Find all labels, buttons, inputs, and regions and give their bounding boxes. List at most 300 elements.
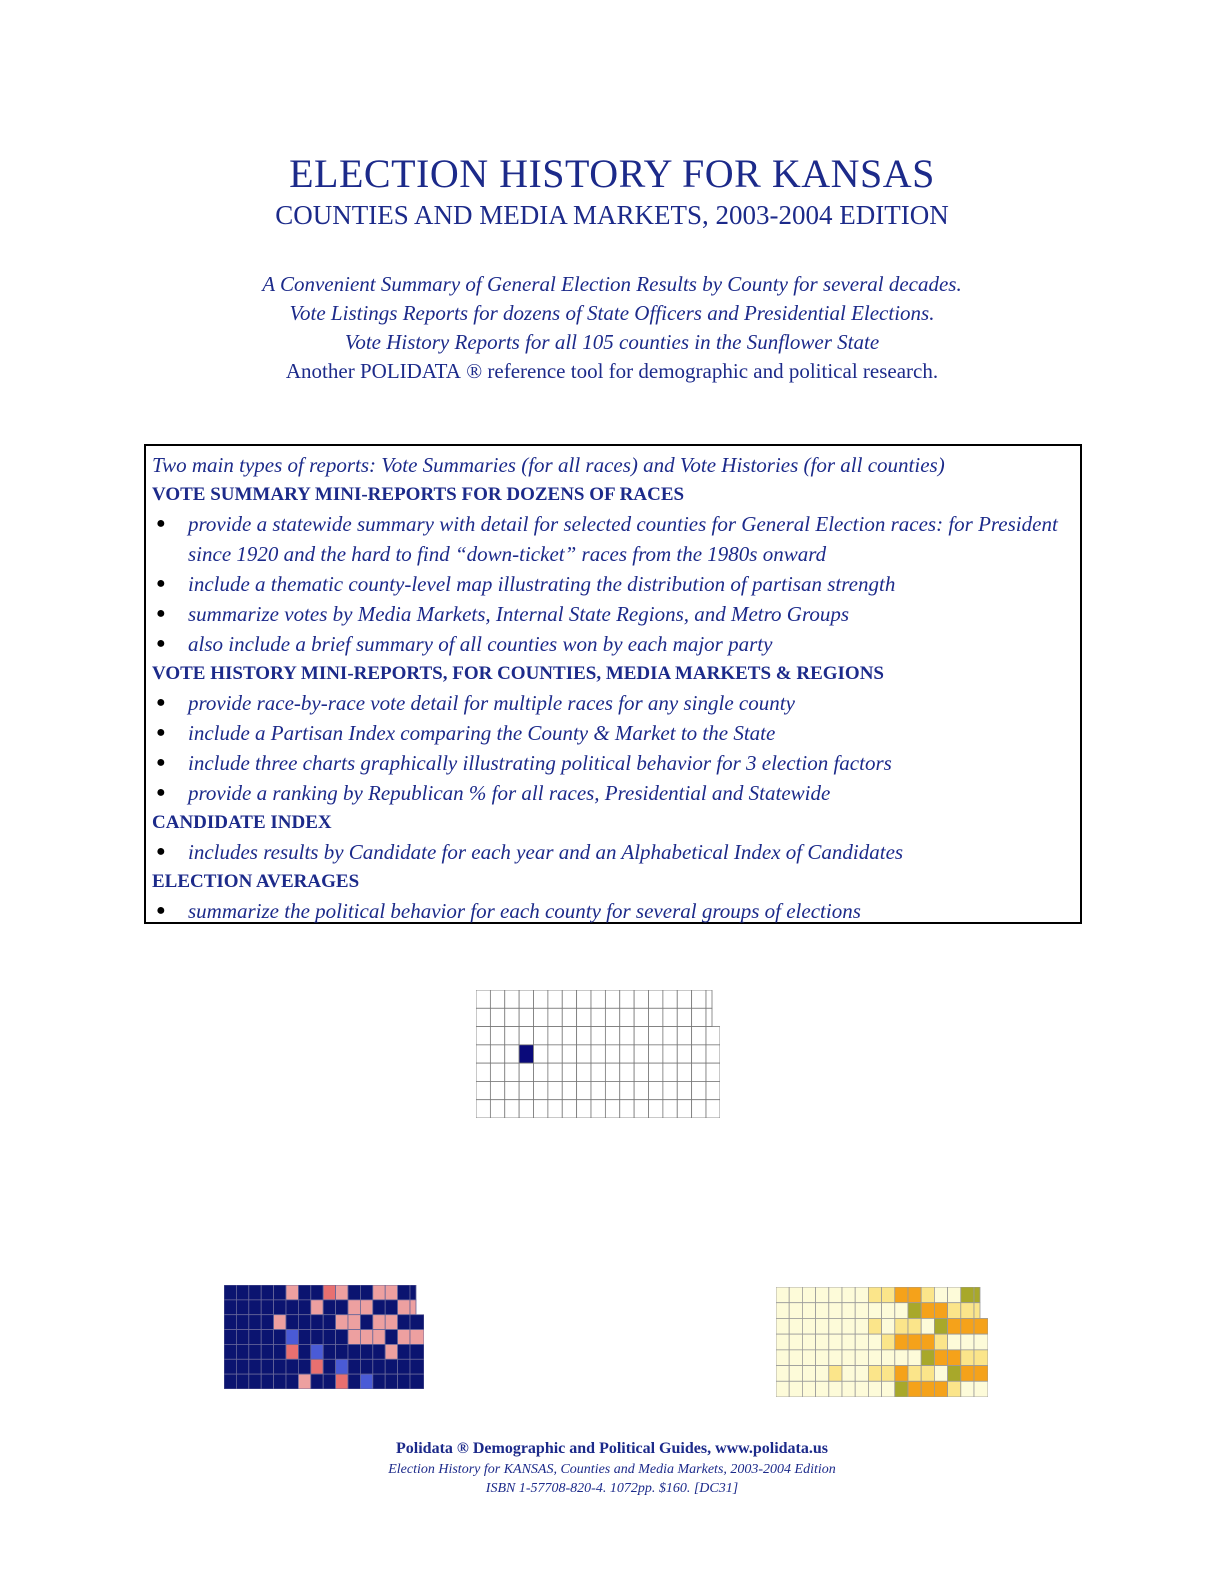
county-cell [882,1381,895,1397]
county-cell [577,1100,591,1118]
county-cell [868,1318,881,1334]
county-cell [816,1381,829,1397]
county-cell [224,1344,236,1359]
footer-publisher: Polidata ® Demographic and Political Guides, www.polidata.us [396,1440,828,1457]
county-cell [261,1344,273,1359]
county-cell [677,1063,691,1081]
county-cell [868,1350,881,1366]
county-cell [605,1081,619,1099]
county-cell [692,1063,706,1081]
section-heading: ELECTION AVERAGES [152,871,360,892]
list-item [152,629,1074,659]
county-cell [274,1344,286,1359]
county-cell [921,1350,934,1366]
county-cell [974,1303,980,1319]
county-cell [236,1285,248,1300]
county-cell [249,1285,261,1300]
county-cell [224,1330,236,1345]
county-cell [776,1366,789,1382]
county-cell [562,990,576,1008]
county-cell [249,1374,261,1389]
county-cell [373,1300,385,1315]
county-cell [490,990,504,1008]
county-cell [692,1081,706,1099]
county-cell [706,1100,720,1118]
county-cell [274,1285,286,1300]
county-cell [789,1381,802,1397]
county-cell [249,1315,261,1330]
county-cell [961,1318,974,1334]
county-cell [261,1374,273,1389]
county-cell [620,1045,634,1063]
county-cell [577,1008,591,1026]
county-cell [249,1330,261,1345]
county-cell [548,1063,562,1081]
county-cell [802,1287,815,1303]
county-cell [649,1063,663,1081]
county-cell [548,1045,562,1063]
county-cell [398,1300,410,1315]
county-cell [360,1330,372,1345]
county-cell [934,1381,947,1397]
county-cell [548,1008,562,1026]
county-cell [908,1334,921,1350]
county-cell [776,1381,789,1397]
county-cell [634,1045,648,1063]
county-cell [620,990,634,1008]
county-cell [562,1100,576,1118]
county-cell [948,1366,961,1382]
county-cell [519,1063,533,1081]
county-cell [323,1285,335,1300]
bullet-icon: ● [156,515,166,532]
county-cell [476,1008,490,1026]
county-cell [934,1318,947,1334]
county-cell [336,1315,348,1330]
county-cell [605,1063,619,1081]
county-cell [410,1330,424,1345]
county-cell [261,1359,273,1374]
county-cell [286,1285,298,1300]
county-cell [348,1315,360,1330]
county-cell [882,1287,895,1303]
county-cell [505,1027,519,1045]
county-cell [336,1374,348,1389]
county-cell [855,1287,868,1303]
kansas-locator-map [476,990,720,1118]
county-cell [505,1081,519,1099]
county-cell [706,990,712,1008]
county-cell [868,1366,881,1382]
kansas-density-map [776,1287,988,1397]
county-cell [829,1366,842,1382]
county-cell [921,1381,934,1397]
county-cell [802,1366,815,1382]
list-item [152,896,1074,926]
county-cell [336,1330,348,1345]
county-cell [908,1381,921,1397]
county-cell [476,1045,490,1063]
county-cell [961,1381,974,1397]
county-cell [410,1344,424,1359]
polidata-brand: POLIDATA [359,359,461,383]
county-cell [336,1285,348,1300]
county-cell [323,1330,335,1345]
county-cell [829,1381,842,1397]
bullet-icon: ● [156,843,166,860]
county-cell [677,1081,691,1099]
county-cell [663,1100,677,1118]
county-cell [663,1063,677,1081]
list-item-text: summarize the political behavior for each county for several groups of elections [188,899,861,923]
county-cell [298,1330,310,1345]
intro-line-4 [0,357,1224,386]
county-cell [476,990,490,1008]
county-cell [634,990,648,1008]
county-cell [974,1350,988,1366]
county-cell [605,1008,619,1026]
county-cell [895,1381,908,1397]
list-item-text: provide a ranking by Republican % for all races, Presidential and Statewide [188,781,831,805]
county-cell [490,1100,504,1118]
footer-edition: Election History for KANSAS, Counties and Media Markets, 2003-2004 Edition [388,1462,836,1477]
county-cell [476,1081,490,1099]
county-cell [360,1374,372,1389]
list-item [152,569,1074,599]
county-cell [224,1359,236,1374]
county-cell [829,1303,842,1319]
county-cell [336,1300,348,1315]
county-cell [789,1287,802,1303]
county-cell [802,1381,815,1397]
county-cell [373,1344,385,1359]
county-cell [663,990,677,1008]
county-cell [224,1374,236,1389]
county-cell [974,1381,988,1397]
bullet-icon: ● [156,575,166,592]
county-cell [360,1285,372,1300]
county-cell [534,990,548,1008]
list-item-text: provide a statewide summary with detail for selected counties for General Election races: for President since 1920 and the hard to find “down-ticket” races from the 1980s onward [188,512,1058,566]
county-cell [591,1027,605,1045]
county-cell [974,1318,988,1334]
list-item [152,837,1074,867]
county-cell [649,1027,663,1045]
list-item-text: include a thematic county-level map illustrating the distribution of partisan strength [188,572,896,596]
county-cell [776,1287,789,1303]
county-cell [934,1334,947,1350]
county-cell [802,1303,815,1319]
county-cell [868,1287,881,1303]
bullet-icon: ● [156,635,166,652]
county-cell [591,1045,605,1063]
county-cell [311,1359,323,1374]
county-cell [360,1315,372,1330]
county-cell [311,1315,323,1330]
county-cell [868,1334,881,1350]
county-cell [360,1300,372,1315]
county-cell [224,1285,236,1300]
county-cell [562,1008,576,1026]
county-cell [692,1027,706,1045]
county-cell [398,1330,410,1345]
county-cell [663,1081,677,1099]
county-cell [634,1008,648,1026]
county-cell [692,1100,706,1118]
county-cell [677,1027,691,1045]
county-cell [816,1334,829,1350]
county-cell [620,1081,634,1099]
county-cell [505,1008,519,1026]
county-cell [534,1063,548,1081]
county-cell [855,1318,868,1334]
county-cell [974,1334,988,1350]
county-cell [224,1300,236,1315]
county-cell [842,1381,855,1397]
county-cell [577,1027,591,1045]
county-cell [921,1318,934,1334]
county-cell [373,1330,385,1345]
county-cell [706,1081,720,1099]
bullet-icon: ● [156,784,166,801]
county-cell [274,1300,286,1315]
county-cell [360,1344,372,1359]
list-item [152,509,1074,569]
county-cell [490,1027,504,1045]
county-cell [298,1374,310,1389]
county-cell [311,1344,323,1359]
county-cell [311,1374,323,1389]
list-item-text: summarize votes by Media Markets, Internal State Regions, and Metro Groups [188,602,850,626]
county-cell [829,1334,842,1350]
county-cell [577,1045,591,1063]
list-item-text: include three charts graphically illustrating political behavior for 3 election factors [188,751,892,775]
section-list [152,896,1074,926]
county-cell [908,1318,921,1334]
county-cell [948,1287,961,1303]
county-cell [274,1359,286,1374]
county-cell [490,1008,504,1026]
county-cell [261,1300,273,1315]
county-cell [776,1350,789,1366]
county-cell [634,1100,648,1118]
bullet-icon: ● [156,605,166,622]
county-cell [274,1374,286,1389]
county-cell [776,1303,789,1319]
county-cell [311,1285,323,1300]
county-cell [385,1300,397,1315]
county-cell [286,1359,298,1374]
county-cell [921,1287,934,1303]
county-cell [620,1027,634,1045]
county-cell [548,1081,562,1099]
county-cell [410,1359,424,1374]
county-cell [298,1300,310,1315]
county-cell [286,1315,298,1330]
county-cell [620,1063,634,1081]
county-cell [385,1330,397,1345]
county-cell [490,1045,504,1063]
county-cell [895,1334,908,1350]
county-cell [706,1027,720,1045]
county-cell [373,1374,385,1389]
county-cell [534,1045,548,1063]
county-cell [236,1330,248,1345]
county-cell [385,1315,397,1330]
county-cell [410,1315,424,1330]
county-cell [577,1063,591,1081]
county-cell [649,1008,663,1026]
county-cell [855,1366,868,1382]
county-cell [895,1287,908,1303]
county-cell [398,1359,410,1374]
county-cell [348,1300,360,1315]
county-cell [961,1366,974,1382]
county-cell [776,1334,789,1350]
county-cell [385,1359,397,1374]
county-cell [895,1366,908,1382]
county-cell [948,1381,961,1397]
county-cell [410,1374,424,1389]
county-cell [298,1344,310,1359]
county-cell [505,1045,519,1063]
county-cell [476,1100,490,1118]
county-cell [829,1350,842,1366]
county-cell [649,990,663,1008]
page-title: ELECTION HISTORY FOR KANSAS [289,151,935,196]
county-cell [934,1350,947,1366]
county-cell [882,1318,895,1334]
county-cell [534,1081,548,1099]
county-cell [921,1334,934,1350]
county-cell [921,1366,934,1382]
county-cell [591,1008,605,1026]
county-cell [591,990,605,1008]
county-cell [286,1300,298,1315]
features-box [144,444,1082,924]
county-cell [348,1374,360,1389]
list-item [152,718,1074,748]
county-cell [974,1287,980,1303]
county-cell [236,1300,248,1315]
bullet-icon: ● [156,754,166,771]
county-cell [677,1100,691,1118]
county-cell [789,1334,802,1350]
county-cell [677,990,691,1008]
county-cell [692,1008,706,1026]
list-item-text: includes results by Candidate for each year and an Alphabetical Index of Candidates [188,840,904,864]
county-cell [410,1285,416,1300]
county-cell [605,1100,619,1118]
county-cell [286,1330,298,1345]
county-cell [776,1318,789,1334]
intro-line-4-a: Another [285,359,360,383]
county-cell [286,1344,298,1359]
county-cell [882,1334,895,1350]
county-cell [577,1081,591,1099]
county-cell [373,1285,385,1300]
intro-line-1: A Convenient Summary of General Election Results by County for several decades. [262,272,962,296]
county-cell [816,1350,829,1366]
county-cell [692,990,706,1008]
county-cell [562,1027,576,1045]
kansas-party-map [224,1285,424,1389]
county-cell [348,1344,360,1359]
section-list [152,688,1074,808]
county-cell [948,1350,961,1366]
county-cell [948,1318,961,1334]
county-cell [649,1100,663,1118]
county-cell [261,1315,273,1330]
county-cell [842,1366,855,1382]
county-cell [677,1008,691,1026]
section-heading: VOTE HISTORY MINI-REPORTS, FOR COUNTIES, MEDIA MARKETS & REGIONS [152,663,885,684]
list-item-text: provide race-by-race vote detail for multiple races for any single county [188,691,795,715]
county-cell [789,1350,802,1366]
page-subtitle: COUNTIES AND MEDIA MARKETS, 2003-2004 EDITION [275,200,949,230]
county-cell [385,1374,397,1389]
county-cell [323,1359,335,1374]
county-cell [548,1027,562,1045]
county-cell [348,1330,360,1345]
county-cell [519,1008,533,1026]
county-cell [373,1359,385,1374]
county-cell [802,1350,815,1366]
county-cell [816,1287,829,1303]
county-cell [882,1303,895,1319]
county-cell [816,1366,829,1382]
county-cell [789,1318,802,1334]
county-cell [961,1350,974,1366]
county-cell [490,1063,504,1081]
county-cell [706,1063,720,1081]
county-cell [348,1285,360,1300]
list-item [152,688,1074,718]
county-cell [908,1366,921,1382]
county-cell [519,1045,533,1063]
county-cell [789,1366,802,1382]
bullet-icon: ● [156,724,166,741]
county-cell [348,1359,360,1374]
county-cell [298,1315,310,1330]
county-cell [634,1063,648,1081]
county-cell [855,1350,868,1366]
county-cell [868,1303,881,1319]
list-item [152,599,1074,629]
county-cell [620,1008,634,1026]
section-list [152,837,1074,867]
county-cell [649,1045,663,1063]
county-cell [298,1285,310,1300]
county-cell [490,1081,504,1099]
county-cell [789,1303,802,1319]
county-cell [842,1350,855,1366]
county-cell [934,1366,947,1382]
county-cell [855,1303,868,1319]
county-cell [548,1100,562,1118]
county-cell [577,990,591,1008]
county-cell [385,1285,397,1300]
features-lead: Two main types of reports: Vote Summaries (for all races) and Vote Histories (for all counties) [152,453,945,477]
county-cell [829,1287,842,1303]
county-cell [620,1100,634,1118]
county-cell [236,1315,248,1330]
county-cell [298,1359,310,1374]
county-cell [261,1285,273,1300]
county-cell [882,1350,895,1366]
county-cell [249,1300,261,1315]
county-cell [224,1315,236,1330]
